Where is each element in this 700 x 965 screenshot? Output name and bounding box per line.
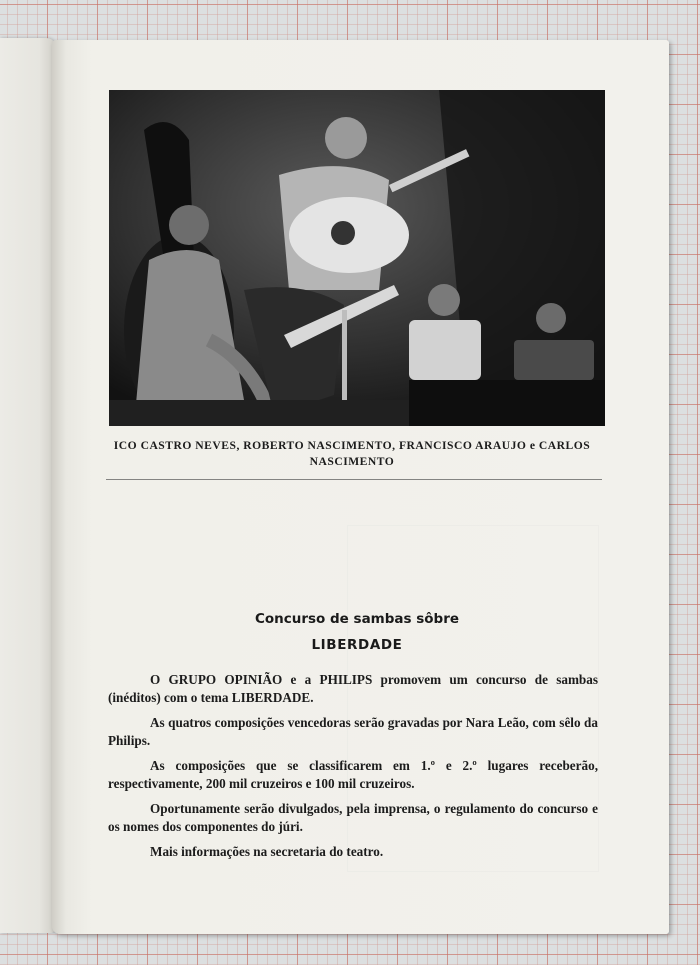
caption-line-1: ICO CASTRO NEVES, ROBERTO NASCIMENTO, FRANCISCO ARAUJO e CARLOS — [113, 439, 591, 452]
paragraph-information: Mais informações na secretaria do teatro. — [150, 844, 384, 859]
contest-theme: LIBERDADE — [311, 637, 403, 653]
musicians-photo — [109, 90, 605, 426]
photo-musicians-icon — [109, 90, 605, 426]
paragraph-announcement: O GRUPO OPINIÃO e a PHILIPS promovem um concurso de sambas (inéditos) com o tema LIBERDADE. — [108, 672, 598, 705]
divider-rule — [106, 479, 602, 480]
caption-line-2: NASCIMENTO — [309, 455, 395, 468]
paragraph-regulations: Oportunamente serão divulgados, pela imprensa, o regulamento do concurso e os nomes dos componentes do júri. — [108, 801, 598, 834]
paragraph-recording: As quatros composições vencedoras serão gravadas por Nara Leão, com sêlo da Philips. — [108, 715, 598, 748]
booklet-page — [52, 40, 669, 934]
paragraph-prizes: As composições que se classificarem em 1.º e 2.º lugares receberão, respectivamente, 200 mil cruzeiros e 100 mil cruzeiros. — [108, 758, 598, 791]
contest-announcement — [108, 671, 598, 869]
left-page-edge — [0, 38, 56, 933]
contest-title: Concurso de sambas sôbre — [254, 611, 460, 627]
photo-caption — [82, 438, 622, 470]
